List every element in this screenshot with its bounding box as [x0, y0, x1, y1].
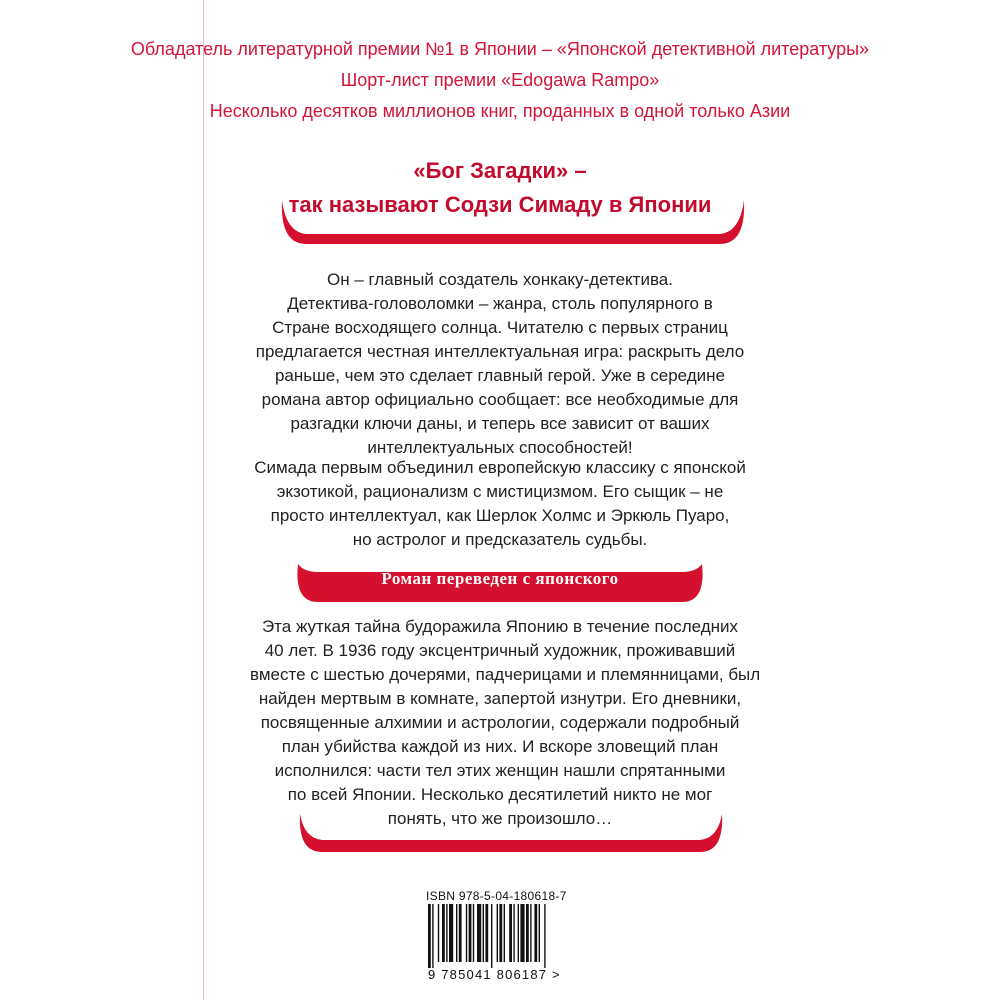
accolade-award: Обладатель литературной премии №1 в Японии – «Японской детективной литературы» — [130, 39, 870, 59]
barcode-bar — [459, 904, 462, 962]
barcode-bar — [518, 904, 519, 962]
barcode-bar — [544, 904, 545, 968]
barcode-bar — [509, 904, 512, 962]
para1-line: разгадки ключи даны, и теперь все зависит от ваших — [290, 414, 710, 433]
barcode-bar — [534, 904, 537, 962]
cover-edge — [203, 0, 204, 1000]
para3-line: 40 лет. В 1936 году эксцентричный художник, проживавший — [264, 641, 736, 660]
para3-line: вместе с шестью дочерями, падчерицами и племянницами, был — [250, 665, 761, 684]
barcode-bar — [428, 904, 431, 968]
barcode-bar — [473, 904, 474, 962]
barcode-bar — [504, 904, 505, 962]
barcode-bar — [530, 904, 531, 962]
translation-banner-text: Роман переведен с японского — [381, 569, 619, 588]
paragraph-intro — [250, 268, 750, 460]
barcode-bar — [497, 904, 498, 962]
para3-line: план убийства каждой из них. И вскоре зловещий план — [281, 737, 719, 756]
barcode — [428, 904, 588, 968]
para2-line: но астролог и предсказатель судьбы. — [352, 530, 648, 549]
barcode-bar — [485, 904, 488, 962]
barcode-bar — [539, 904, 540, 962]
para3-line: посвященные алхимии и астрологии, содержали подробный — [260, 713, 740, 732]
barcode-bar — [456, 904, 457, 962]
barcode-bar — [526, 904, 529, 962]
barcode-bar — [491, 904, 492, 968]
para1-line: интеллектуальных способностей! — [367, 438, 633, 457]
para2-line: экзотикой, рационализм с мистицизмом. Его сыщик – не — [276, 482, 724, 501]
headline-brace — [276, 196, 750, 246]
paragraph-style — [250, 456, 750, 552]
para3-line: найден мертвым в комнате, запертой изнутри. Его дневники, — [258, 689, 742, 708]
isbn-text: ISBN 978-5-04-180618-7 — [426, 889, 567, 903]
barcode-bar — [442, 904, 445, 962]
para2-line: Симада первым объединил европейскую классику с японской — [254, 458, 746, 477]
barcode-bar — [499, 904, 502, 962]
para3-line: Эта жуткая тайна будоражила Японию в течение последних — [261, 617, 739, 636]
paragraph-plot — [250, 615, 761, 831]
barcode-bar — [477, 904, 481, 962]
accolade-shortlist: Шорт-лист премии «Edogawa Rampo» — [340, 70, 660, 90]
bottom-brace — [296, 812, 726, 852]
para3-line: понять, что же произошло… — [387, 809, 613, 828]
para1-line: Он – главный создатель хонкаку-детектива. — [327, 270, 673, 289]
barcode-bar — [449, 904, 453, 962]
barcode-bar — [446, 904, 447, 962]
barcode-digits: 9 785041 806187 > — [428, 967, 561, 982]
barcode-bar — [432, 904, 433, 968]
para1-line: романа автор официально сообщает: все необходимые для — [261, 390, 739, 409]
barcode-bar — [469, 904, 472, 962]
headline-line-2: так называют Содзи Симаду в Японии — [288, 192, 712, 217]
para1-line: Стране восходящего солнца. Читателю с первых страниц — [272, 318, 728, 337]
barcode-bar — [438, 904, 439, 962]
accolade-sales: Несколько десятков миллионов книг, проданных в одной только Азии — [209, 101, 791, 121]
para2-line: просто интеллектуал, как Шерлок Холмс и Эркюль Пуаро, — [270, 506, 730, 525]
barcode-bar — [513, 904, 514, 962]
headline-line-1: «Бог Загадки» – — [413, 158, 587, 183]
para1-line: предлагается честная интеллектуальная игра: раскрыть дело — [255, 342, 745, 361]
barcode-bar — [520, 904, 524, 962]
para3-line: по всей Японии. Несколько десятилетий никто не мог — [287, 785, 713, 804]
barcode-bar — [483, 904, 484, 962]
barcode-bar — [466, 904, 467, 962]
para3-line: исполнился: части тел этих женщин нашли спрятанными — [274, 761, 726, 780]
para1-line: раньше, чем это сделает главный герой. Уже в середине — [274, 366, 726, 385]
para1-line: Детектива-головоломки – жанра, столь популярного в — [287, 294, 713, 313]
